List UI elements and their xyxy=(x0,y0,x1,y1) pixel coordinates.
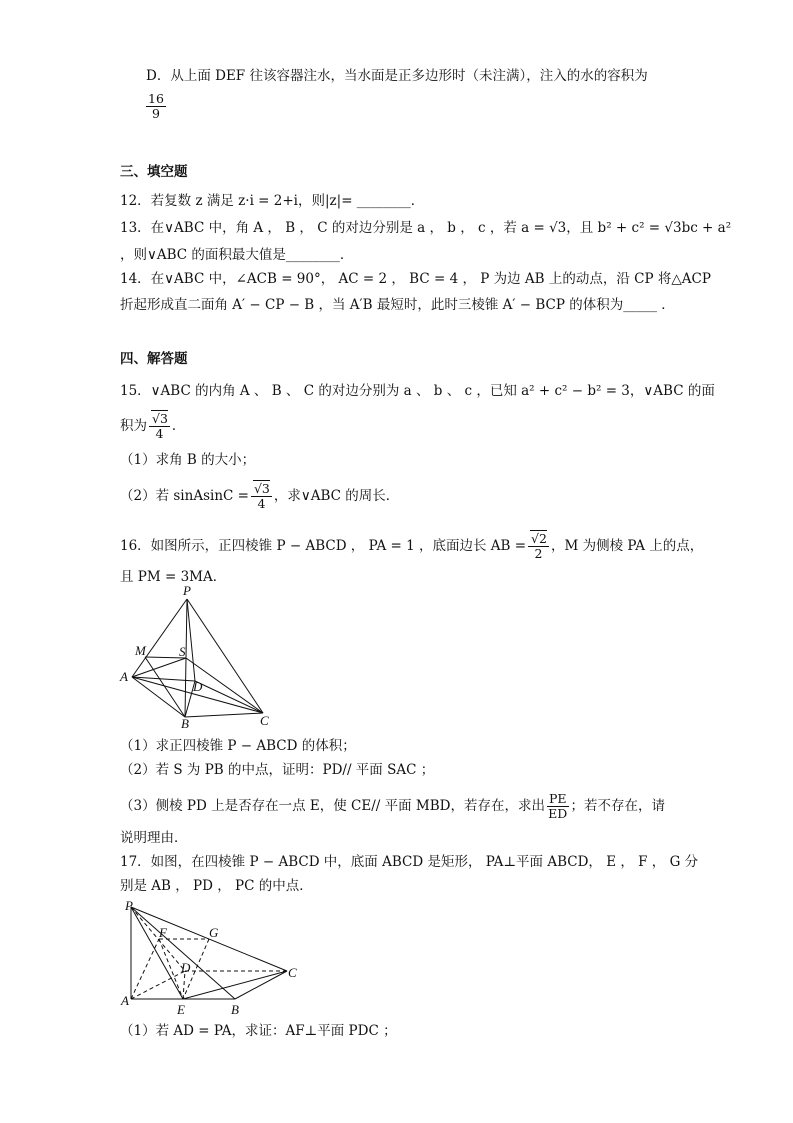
label-b: B xyxy=(231,1002,239,1017)
label-p: P xyxy=(183,585,191,598)
label-d: D xyxy=(193,679,203,694)
label-g: G xyxy=(209,925,219,940)
label-c: C xyxy=(288,965,297,980)
pyramid-figure-q16 xyxy=(115,585,285,730)
label-m: M xyxy=(135,643,146,658)
question-16-sub1: （1）求正四棱锥 P − ABCD 的体积； xyxy=(120,738,356,754)
question-15-line1: 15．∨ABC 的内角 A 、 B 、 C 的对边分别为 a 、 b 、 c ，已知 a² + c² − b² = 3，∨ABC 的面 xyxy=(120,383,715,399)
question-13-line2: ，则∨ABC 的面积最大值是________． xyxy=(120,247,354,263)
question-17-line2: 别是 AB ， PD ， PC 的中点． xyxy=(120,878,313,894)
label-f: F xyxy=(159,925,167,940)
question-17-line1: 17．如图，在四棱锥 P − ABCD 中，底面 ABCD 是矩形， PA⊥平面 ABCD， E ， F ， G 分 xyxy=(120,854,699,870)
question-16-sub2: （2）若 S 为 PB 的中点，证明：PD// 平面 SAC ； xyxy=(120,762,435,778)
question-12: 12．若复数 z 满足 z·i = 2+i，则|z|= ________． xyxy=(120,193,425,209)
question-14-line2: 折起形成直二面角 A′ − CP − B ，当 A′B 最短时，此时三棱锥 A′ − BCP 的体积为_____ ． xyxy=(120,297,675,313)
label-c: C xyxy=(260,713,269,728)
pyramid-figure-q17 xyxy=(115,895,315,1020)
question-17-sub1: （1）若 AD = PA，求证：AF⊥平面 PDC ； xyxy=(120,1023,397,1039)
question-15-sub1: （1）求角 B 的大小； xyxy=(120,452,256,468)
label-a: A xyxy=(120,669,128,684)
fraction-numerator: 16 xyxy=(148,91,164,106)
question-13-line1: 13．在∨ABC 中，角 A ， B ， C 的对边分别是 a ， b ， c ，若 a = √3，且 b² + c² = √3bc + a² xyxy=(120,220,732,236)
section-title-fill-blank: 三、填空题 xyxy=(120,164,188,180)
label-b: B xyxy=(181,716,189,730)
question-16-line1: 16．如图所示，正四棱锥 P − ABCD ， PA = 1 ，底面边长 AB = $\frac{√2}{2}$ ，M 为侧棱 PA 上的点， xyxy=(120,531,704,561)
question-16-sub3: （3）侧棱 PD 上是否存在一点 E，使 CE// 平面 MBD，若存在，求出 $\frac{PE}{ED}$ ；若不存在，请 xyxy=(120,791,665,821)
label-p: P xyxy=(125,898,133,913)
section-title-solutions: 四、解答题 xyxy=(120,351,188,367)
option-d-fraction xyxy=(146,92,166,121)
question-16-line2: 且 PM = 3MA． xyxy=(120,569,227,585)
label-e: E xyxy=(177,1002,185,1017)
label-s: S xyxy=(179,644,186,659)
fraction-denominator: 9 xyxy=(151,106,160,121)
question-15-line2: 积为 $\frac{√3}{4}$ ． xyxy=(120,411,186,441)
question-14-line1: 14．在∨ABC 中，∠ACB = 90°， AC = 2 ， BC = 4 ， P 为边 AB 上的动点，沿 CP 将△ACP xyxy=(120,271,711,287)
option-d-text: D．从上面 DEF 往该容器注水，当水面是正多边形时（未注满），注入的水的容积为 xyxy=(146,68,648,84)
label-a: A xyxy=(121,993,129,1008)
label-d: D xyxy=(181,960,191,975)
question-16-sub3-line2: 说明理由． xyxy=(120,830,188,846)
question-15-sub2: （2）若 sinAsinC = $\frac{√3}{4}$ ，求∨ABC 的周长． xyxy=(120,481,400,511)
